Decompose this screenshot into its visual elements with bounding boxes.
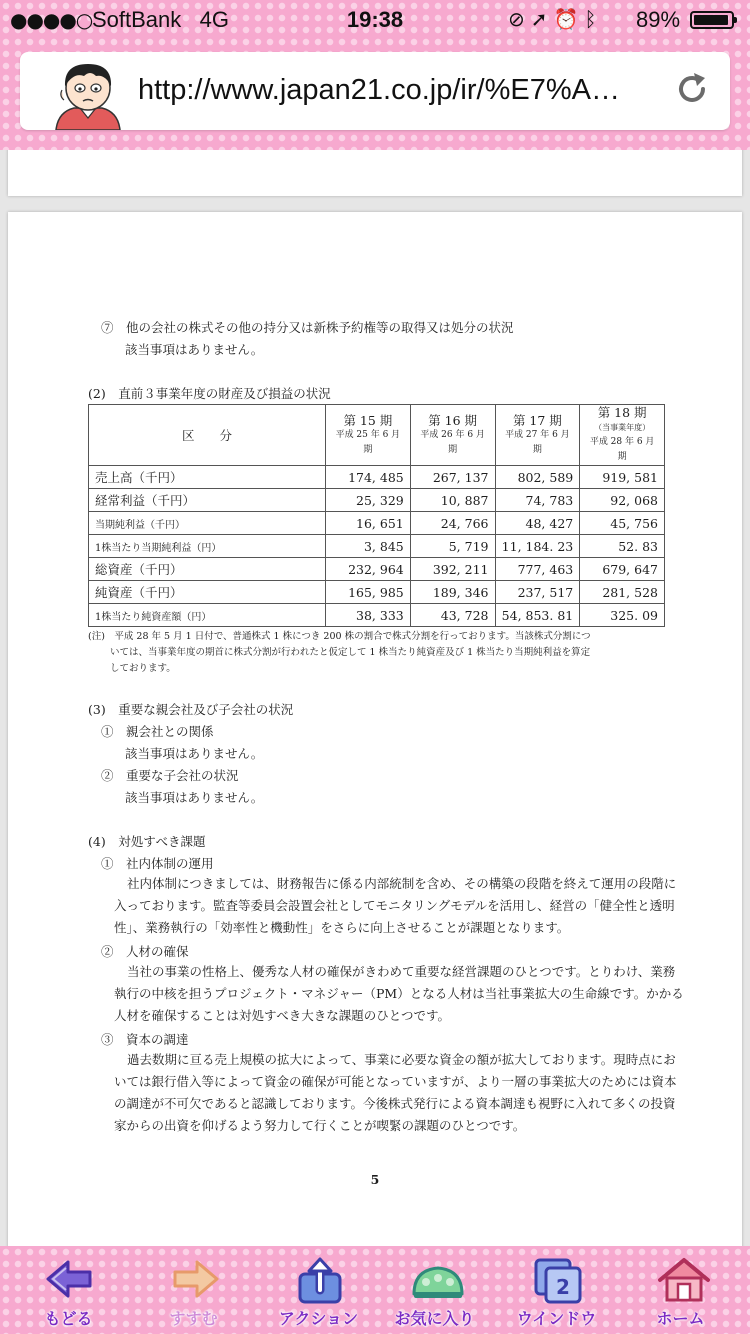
battery-level [694,15,728,25]
clock: 19:38 [346,7,404,32]
reload-icon[interactable] [672,69,712,109]
status-icons [508,7,602,31]
row-label: 1株当たり当期純利益（円） [89,535,326,558]
row-label: 純資産（千円） [89,581,326,604]
windows-label: ウインドウ [516,1309,597,1328]
alarm-icon: ⏰ [553,7,585,31]
carrier-name: SoftBank [92,7,182,32]
row-label: 売上高（千円） [89,466,326,489]
row-label: 当期純利益（千円） [89,512,326,535]
section4-item2-body: 当社の事業の性格上、優秀な人材の確保がきわめて重要な経営課題のひとつです。とりわけ、業務執行の中核を担うプロジェクト・マネジャー（PM）となる人材は当社事業拡大の生命線です。かかる人材を確保することは対処すべき大きな課題のひとつです。 [114,964,684,1023]
cell: 325. 09 [580,604,665,627]
col-date: 平成 26 年 6 月期 [420,429,485,455]
forward-button[interactable] [131,1246,256,1334]
forward-label: すすむ [169,1309,218,1328]
location-icon: ➚ [530,7,554,31]
cell: 45, 756 [580,512,665,535]
cell: 189, 346 [410,581,495,604]
section4-item3-body: 過去数期に亘る売上規模の拡大によって、事業に必要な資金の額が拡大しております。現時点においては銀行借入等によって資金の確保が可能となっていますが、より一層の事業拡大のためには資本の調達が不可欠であると認識しております。今後株式発行による資本調達も視野に入れて多くの投資家からの出資を仰げるよう努力して行くことが喫緊の課題のひとつです。 [114,1052,677,1133]
home-icon [656,1256,712,1304]
section3-item2-body: 該当事項はありません。 [125,790,264,805]
table-col-header [326,405,411,466]
cell: 679, 647 [580,558,665,581]
bottom-toolbar [0,1246,750,1334]
row-label: 経常利益（千円） [89,489,326,512]
table-corner: 区 分 [89,405,326,466]
section4-item2-title: ② 人材の確保 [101,944,189,959]
signal-strength-icon: ●●●●○ [10,8,93,32]
section4-heading: (4) 対処すべき課題 [88,834,206,849]
section4-item3-title: ③ 資本の調達 [101,1032,189,1047]
cell: 24, 766 [410,512,495,535]
cell: 43, 728 [410,604,495,627]
previous-page [8,150,742,196]
action-label: アクション [278,1309,359,1328]
row-label: 1株当たり純資産額（円） [89,604,326,627]
rotation-lock-icon: ⊘ [508,7,531,31]
col-period: 第 15 期 [343,412,393,428]
table-row [89,512,665,535]
forward-arrow-icon [169,1256,221,1302]
col-date: 平成 28 年 6 月期 [589,437,655,462]
col-period: 第 17 期 [512,412,562,428]
windows-count: 2 [556,1275,570,1299]
cell: 54, 853. 81 [495,604,580,627]
battery-icon [690,11,734,29]
item7-title: ⑦ 他の会社の株式その他の持分又は新株予約権等の取得又は処分の状況 [101,320,514,335]
table-row [89,604,665,627]
section3-item1-body: 該当事項はありません。 [125,746,264,761]
cell: 92, 068 [580,489,665,512]
table-row [89,535,665,558]
favorites-icon [410,1256,466,1302]
cell: 232, 964 [326,558,411,581]
battery-percent: 89% [636,7,681,32]
cell: 777, 463 [495,558,580,581]
browser-header [0,0,750,150]
table-note-line3: しております。 [110,663,176,674]
table-header-row [89,405,665,466]
financial-table [88,404,665,627]
col-period: 第 18 期 [597,405,647,420]
url-bar[interactable] [20,52,730,130]
cell: 10, 887 [410,489,495,512]
cell: 919, 581 [580,466,665,489]
table-note-line1: (注) 平成 28 年 5 月 1 日付で、普通株式 1 株につき 200 株の割合で株式分割を行っております。当該株式分割につ [88,631,591,642]
share-icon [294,1256,346,1306]
cell: 38, 333 [326,604,411,627]
table-row [89,489,665,512]
table-col-header [495,405,580,466]
cell: 52. 83 [580,535,665,558]
cell: 802, 589 [495,466,580,489]
windows-icon [532,1256,584,1304]
section4-item1-title: ① 社内体制の運用 [101,856,214,871]
section3-item1-title: ① 親会社との関係 [101,724,214,739]
back-button[interactable] [6,1246,131,1334]
cell: 174, 485 [326,466,411,489]
col-date: 平成 27 年 6 月期 [505,429,570,455]
cell: 25, 329 [326,489,411,512]
cell: 3, 845 [326,535,411,558]
table-row [89,581,665,604]
page-number: 5 [370,1172,380,1187]
favorites-label: お気に入り [394,1309,475,1328]
col-date: 平成 25 年 6 月期 [335,429,401,455]
favorites-button[interactable] [372,1246,497,1334]
table-row [89,558,665,581]
item7-body: 該当事項はありません。 [125,342,264,357]
cell: 281, 528 [580,581,665,604]
section4-item1-body: 社内体制につきましては、財務報告に係る内部統制を含め、その構築の段階を終えて運用の段階に入っております。監査等委員会設置会社としてモニタリングモデルを活用し、経営の「健全性と透明性」、業務執行の「効率性と機動性」をさらに向上させることが課題となります。 [114,876,677,935]
cell: 392, 211 [410,558,495,581]
col-period: 第 16 期 [428,412,478,428]
cell: 237, 517 [495,581,580,604]
network-type: 4G [199,7,229,32]
windows-button[interactable] [494,1246,619,1334]
status-bar [0,0,750,40]
cell: 11, 184. 23 [495,535,580,558]
table-col-header [410,405,495,466]
back-arrow-icon [44,1256,96,1302]
document-page [8,212,742,1246]
cell: 16, 651 [326,512,411,535]
table-row [89,466,665,489]
row-label: 総資産（千円） [89,558,326,581]
section2-heading: (2) 直前３事業年度の財産及び損益の状況 [88,386,331,401]
carrier-label [92,7,229,33]
cell: 48, 427 [495,512,580,535]
cell: 267, 137 [410,466,495,489]
document-viewport[interactable] [0,150,750,1246]
section3-heading: (3) 重要な親会社及び子会社の状況 [88,702,294,717]
home-button[interactable] [618,1246,743,1334]
col-note: （当事業年度） [594,423,651,432]
table-note-line2: いては、当事業年度の期首に株式分割が行われたと仮定して 1 株当たり純資産及び 1 株当たり当期純利益を算定 [110,647,591,658]
section3-item2-title: ② 重要な子会社の状況 [101,768,239,783]
cell: 74, 783 [495,489,580,512]
action-button[interactable] [256,1246,381,1334]
cell: 5, 719 [410,535,495,558]
cell: 165, 985 [326,581,411,604]
url-text[interactable]: http://www.japan21.co.jp/ir/%E7%A… [138,74,620,106]
home-label: ホーム [656,1309,705,1328]
back-label: もどる [44,1309,93,1328]
bluetooth-icon: ᛒ [584,7,603,31]
avatar[interactable] [50,56,126,130]
table-col-header [580,405,665,466]
